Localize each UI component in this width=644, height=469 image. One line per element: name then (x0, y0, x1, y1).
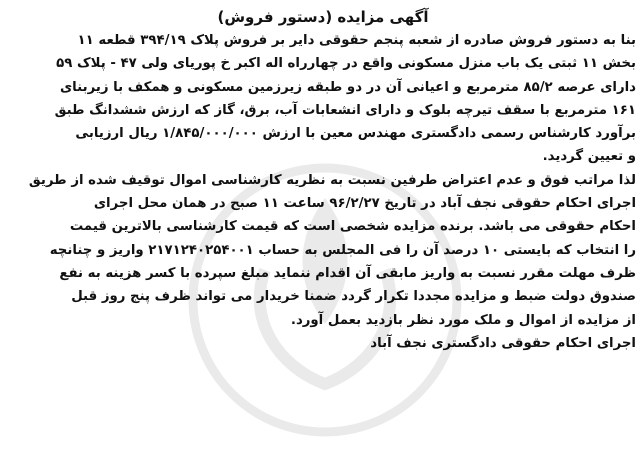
paragraph-1-line: بنا به دستور فروش صادره از شعبه پنجم حقوقی دایر بر فروش پلاک ۳۹۴/۱۹ قطعه ۱۱ (77, 33, 636, 48)
paragraph-1-line: بخش ۱۱ ثبتی یک باب منزل مسکونی واقع در چهارراه اله اکبر خ پوریای ولی ۴۷ - پلاک ۵۹ (56, 56, 636, 72)
notice-paragraph-1 (10, 29, 636, 169)
paragraph-2-line: را انتخاب که بایستی ۱۰ درصد آن را فی المجلس به حساب ۲۱۷۱۲۴۰۲۵۴۰۰۱ واریز و چنانچه (49, 242, 636, 258)
paragraph-1-line: دارای عرصه ۸۵/۲ مترمربع و اعیانی آن در دو طبقه زیرزمین مسکونی و همکف با زیربنای (59, 79, 636, 95)
paragraph-1-line: و تعیین گردید. (542, 149, 636, 165)
paragraph-2-line: لذا مراتب فوق و عدم اعتراض طرفین نسبت به نظریه کارشناسی اموال توقیف شده از طریق (28, 172, 636, 188)
paragraph-2-line: ظرف مهلت مقرر نسبت به واریز مابقی آن اقدام ننماید مبلغ سپرده با کسر هزینه به نفع (59, 265, 636, 281)
notice-paragraph-2 (10, 169, 636, 332)
paragraph-2-line: احکام حقوقی می باشد. برنده مزایده شخصی است که قیمت کارشناسی بالاترین قیمت (69, 219, 636, 235)
paragraph-2-line: از مزایده از اموال و ملک مورد نظر بازدید بعمل آورد. (290, 312, 636, 328)
paragraph-1-line: برآورد کارشناس رسمی دادگستری مهندس معین با ارزش ۱/۸۴۵/۰۰۰/۰۰۰ ریال ارزیابی (75, 126, 636, 142)
paragraph-1-line: ۱۶۱ مترمربع با سقف تیرچه بلوک و دارای انشعابات آب، برق، گاز که ارزش ششدانگ طبق (54, 102, 636, 118)
notice-signature: اجرای احکام حقوقی دادگستری نجف آباد (370, 335, 636, 351)
paragraph-2-line: صندوق دولت ضبط و مزایده مجددا تکرار گردد ضمنا خریدار می تواند ظرف پنج روز قبل (71, 289, 636, 305)
notice-title: آگهی مزایده (دستور فروش) (217, 8, 429, 26)
paragraph-2-line: اجرای احکام حقوقی نجف آباد در تاریخ ۹۶/۲/۲۷ ساعت ۱۱ صبح در همان محل اجرای (93, 196, 636, 212)
